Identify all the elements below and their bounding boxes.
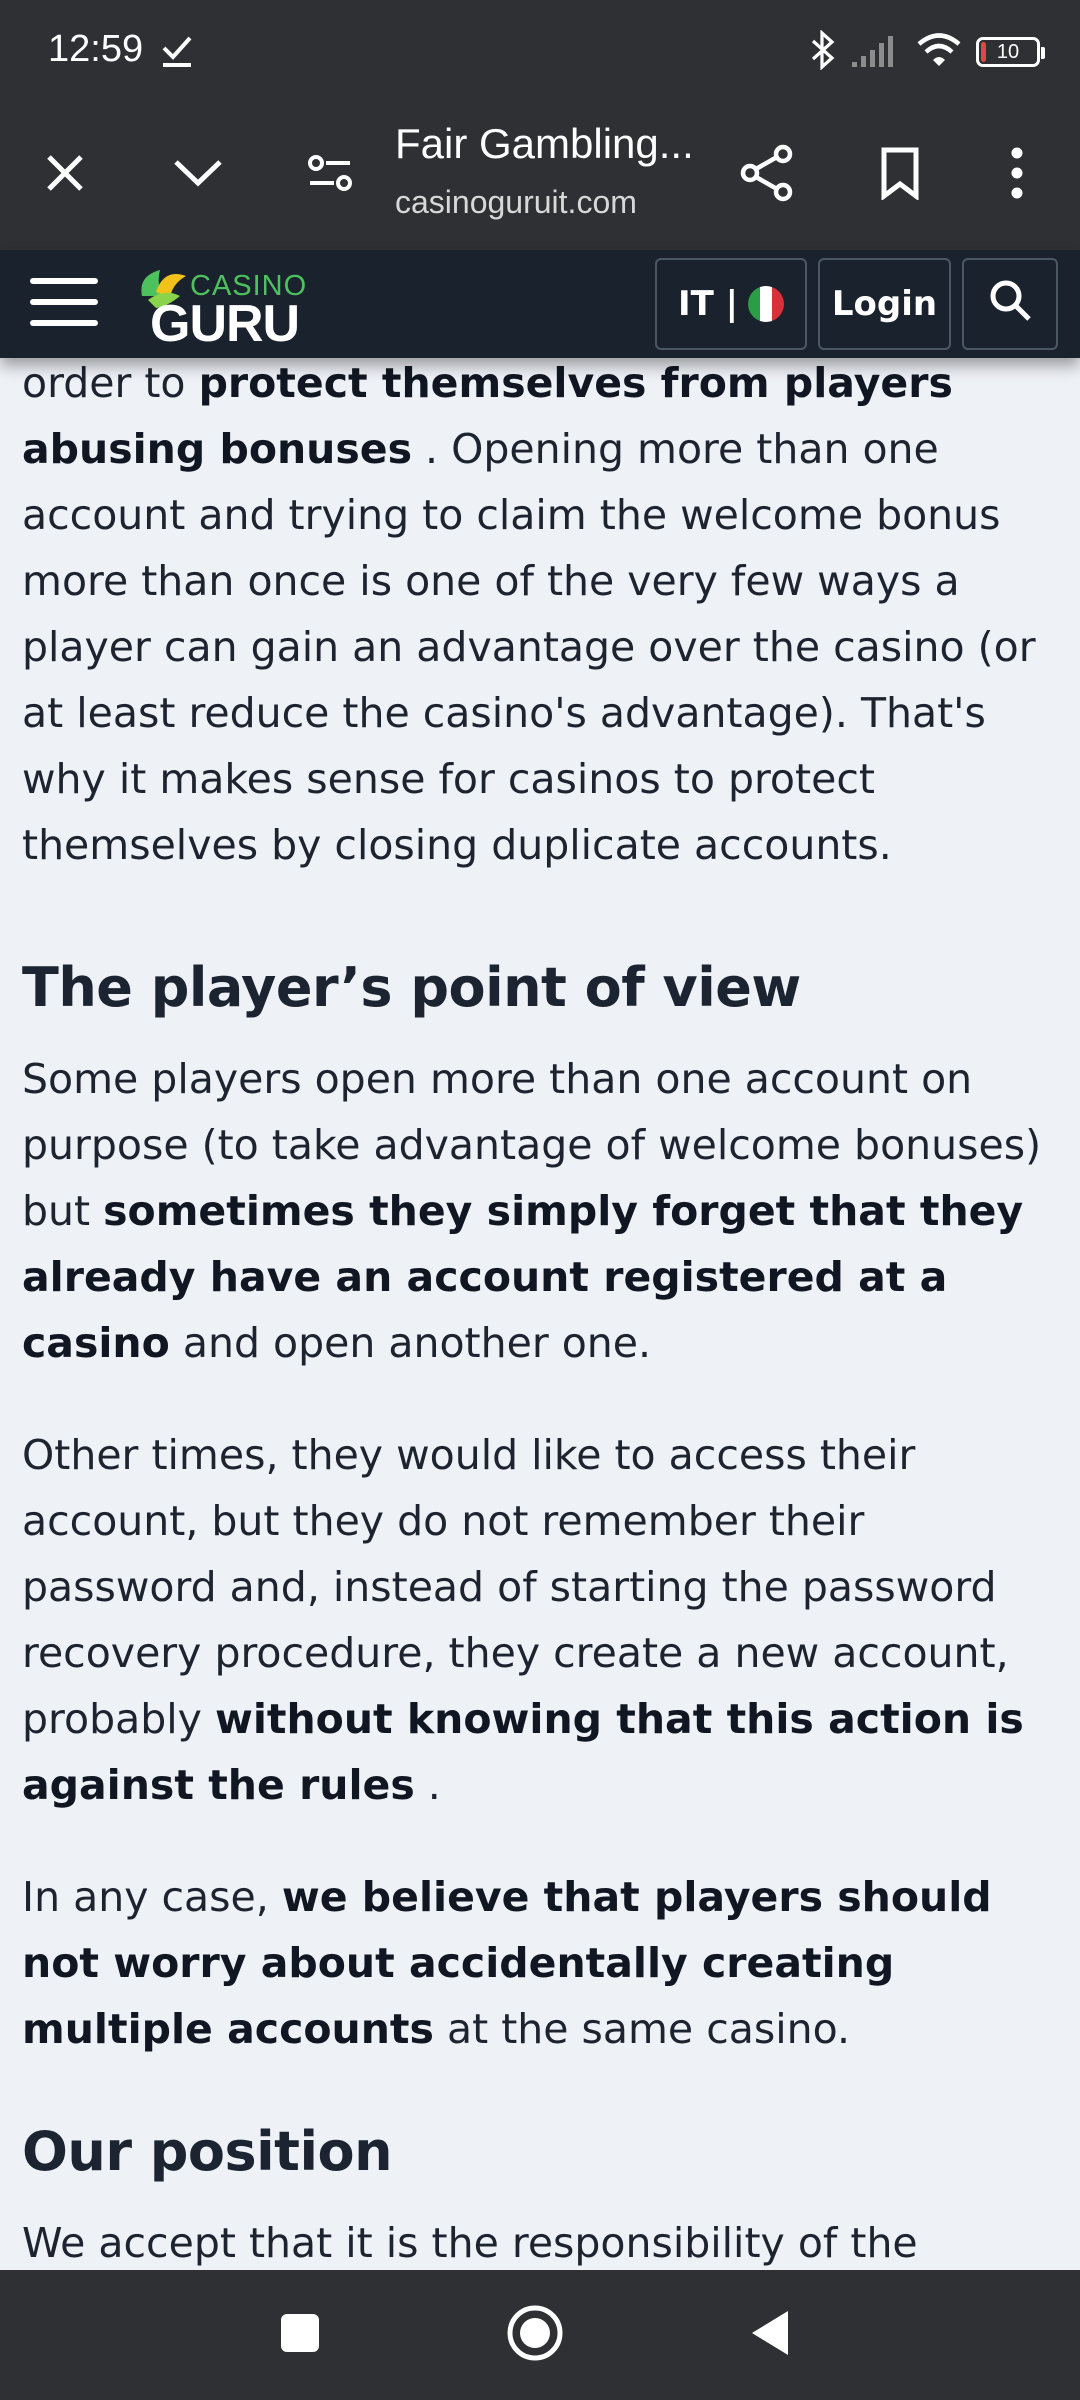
text-run: .	[414, 1761, 441, 1809]
bookmark-icon	[880, 146, 920, 204]
language-label: IT |	[677, 284, 739, 324]
back-triangle-icon	[748, 2309, 792, 2361]
battery-level: 10	[996, 40, 1020, 63]
chevron-down-icon	[171, 156, 225, 194]
menu-line	[30, 320, 98, 326]
logo-guru-text: GURU	[150, 295, 300, 353]
text-run: We accept that it is the responsibility of the	[22, 2219, 918, 2267]
close-icon	[43, 151, 87, 199]
share-icon	[740, 144, 794, 206]
share-button[interactable]	[722, 130, 812, 220]
battery-fill	[981, 42, 986, 62]
bluetooth-icon	[810, 30, 836, 74]
signal-icon	[850, 32, 902, 72]
italy-flag-icon	[748, 286, 784, 322]
site-settings-icon	[306, 153, 354, 197]
article-paragraph	[22, 1864, 1062, 2062]
text-run: and open another one.	[169, 1319, 652, 1367]
text-run: . Opening more than one account and trying to claim the welcome bonus more than once is one of the very few ways a player can gain an advantage over the casino (or at least reduce the casino's advantage). That's why it makes sense for casinos to protect themselves by closing duplicate accounts.	[22, 425, 1036, 869]
article-paragraph	[22, 2210, 918, 2270]
bold-text: sometimes they simply forget that they already have an account registered at a casino	[22, 1187, 1024, 1367]
battery-icon	[976, 37, 1040, 67]
article-paragraph	[22, 1422, 1062, 1818]
article-paragraph	[22, 358, 1062, 878]
logo-casino-text: CASINO	[190, 270, 308, 302]
browser-toolbar	[0, 100, 1080, 250]
text-run: Some players open more than one account on purpose (to take advantage of welcome bonuses) but	[22, 1055, 1042, 1235]
text-run: at the same casino.	[433, 2005, 850, 2053]
home-circle-icon	[505, 2303, 565, 2367]
section-heading: Our position	[22, 2120, 393, 2183]
section-heading: The player’s point of view	[22, 956, 801, 1019]
close-tab-button[interactable]	[20, 130, 110, 220]
wifi-icon	[916, 31, 962, 73]
search-icon	[987, 277, 1033, 332]
home-button[interactable]	[495, 2300, 575, 2370]
bold-text: without knowing that this action is against the rules	[22, 1695, 1024, 1809]
page-title[interactable]: Fair Gambling...	[395, 120, 694, 167]
status-bar	[0, 0, 1080, 100]
more-options-button[interactable]	[972, 130, 1062, 220]
back-button[interactable]	[730, 2300, 810, 2370]
recents-button[interactable]	[260, 2300, 340, 2370]
recents-square-icon	[280, 2313, 320, 2357]
bold-text: we believe that players should not worry about accidentally creating multiple accounts	[22, 1873, 992, 2053]
page-url[interactable]: casinoguruit.com	[395, 184, 637, 220]
bookmark-button[interactable]	[855, 130, 945, 220]
more-vert-icon	[1010, 147, 1024, 203]
language-selector[interactable]	[655, 258, 807, 350]
search-button[interactable]	[962, 258, 1058, 350]
casino-guru-logo[interactable]	[132, 266, 322, 353]
status-time: 12:59	[48, 28, 144, 70]
article-content	[22, 358, 1062, 2270]
hamburger-menu-button[interactable]	[30, 278, 98, 330]
bold-text: protect themselves from players abusing bonuses	[22, 359, 953, 473]
login-button[interactable]: Login	[818, 258, 951, 350]
collapse-toolbar-button[interactable]	[153, 130, 243, 220]
download-done-icon	[160, 32, 194, 72]
system-navigation-bar	[0, 2270, 1080, 2400]
article-paragraph	[22, 1046, 1062, 1376]
text-run: order to	[22, 359, 199, 407]
site-header	[0, 250, 1080, 358]
site-settings-button[interactable]	[285, 130, 375, 220]
text-run: In any case,	[22, 1873, 282, 1921]
text-run: Other times, they would like to access their account, but they do not remember their password and, instead of starting the password recovery procedure, they create a new account, probably	[22, 1431, 1009, 1743]
menu-line	[30, 299, 98, 305]
menu-line	[30, 278, 98, 284]
